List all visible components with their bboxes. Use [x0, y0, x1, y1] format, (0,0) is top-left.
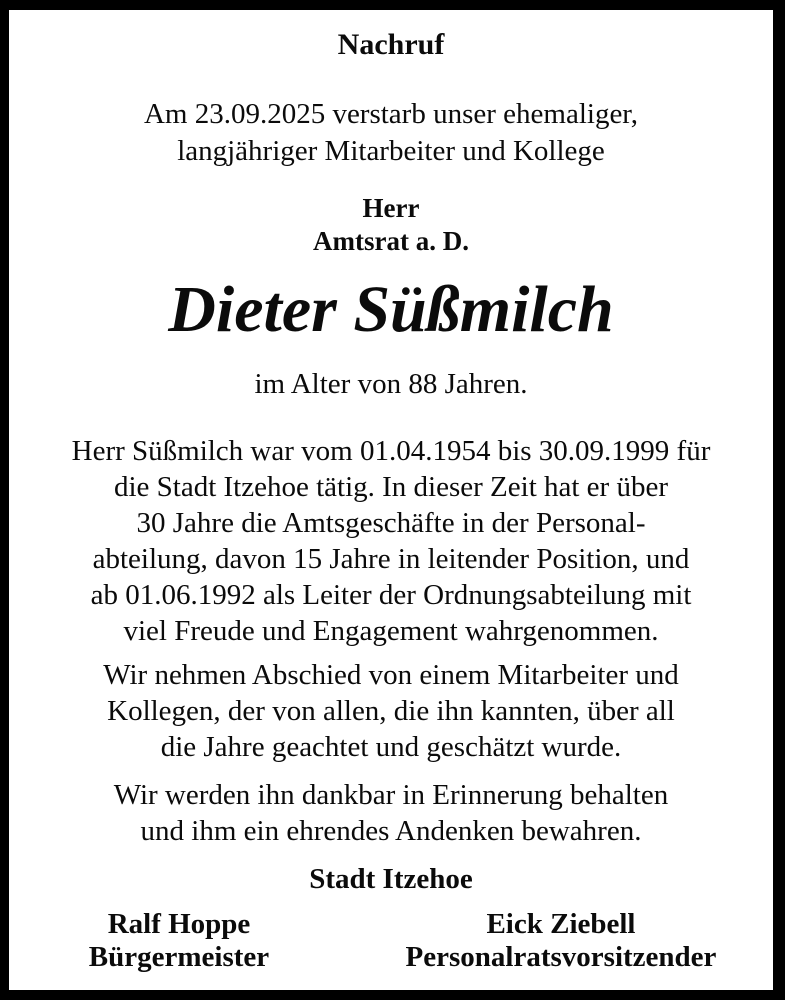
paragraph-line: Herr Süßmilch war vom 01.04.1954 bis 30.09.1999 für — [71, 435, 711, 467]
honorific-block — [9, 192, 773, 258]
organization-name: Stadt Itzehoe — [309, 863, 473, 895]
paragraph-line: Kollegen, der von allen, die ihn kannten, über all — [107, 695, 675, 727]
age-line: im Alter von 88 Jahren. — [254, 368, 528, 400]
signatory-staff-council-chair — [349, 908, 773, 974]
paragraph-line: die Jahre geachtet und geschätzt wurde. — [160, 731, 622, 763]
paragraph-line: ab 01.06.1992 als Leiter der Ordnungsabteilung mit — [90, 579, 692, 611]
intro-line-2: langjähriger Mitarbeiter und Kollege — [177, 135, 605, 167]
career-paragraph — [9, 433, 773, 649]
paragraph-line: Wir nehmen Abschied von einem Mitarbeiter und — [103, 659, 679, 691]
deceased-name: Dieter Süßmilch — [168, 273, 614, 346]
paragraph-line: Wir werden ihn dankbar in Erinnerung behalten — [113, 779, 669, 811]
intro-line-1: Am 23.09.2025 verstarb unser ehemaliger, — [143, 98, 639, 130]
paragraph-line: abteilung, davon 15 Jahre in leitender Position, und — [92, 543, 690, 575]
obituary-heading: Nachruf — [337, 28, 445, 61]
paragraph-line: 30 Jahre die Amtsgeschäfte in der Personal- — [136, 507, 646, 539]
paragraph-line: die Stadt Itzehoe tätig. In dieser Zeit hat er über — [113, 471, 668, 503]
signatory-role: Bürgermeister — [88, 941, 270, 973]
paragraph-line: und ihm ein ehrendes Andenken bewahren. — [140, 815, 642, 847]
farewell-paragraph — [9, 657, 773, 765]
signature-row — [9, 908, 773, 974]
signatory-mayor — [9, 908, 349, 974]
signatory-name: Eick Ziebell — [486, 908, 636, 940]
salutation: Herr — [362, 193, 420, 223]
signatory-name: Ralf Hoppe — [107, 908, 251, 940]
signatory-role: Personalratsvorsitzender — [405, 941, 717, 973]
paragraph-line: viel Freude und Engagement wahrgenommen. — [123, 615, 659, 647]
intro-text — [9, 96, 773, 170]
remembrance-paragraph — [9, 777, 773, 849]
official-title: Amtsrat a. D. — [313, 226, 469, 256]
